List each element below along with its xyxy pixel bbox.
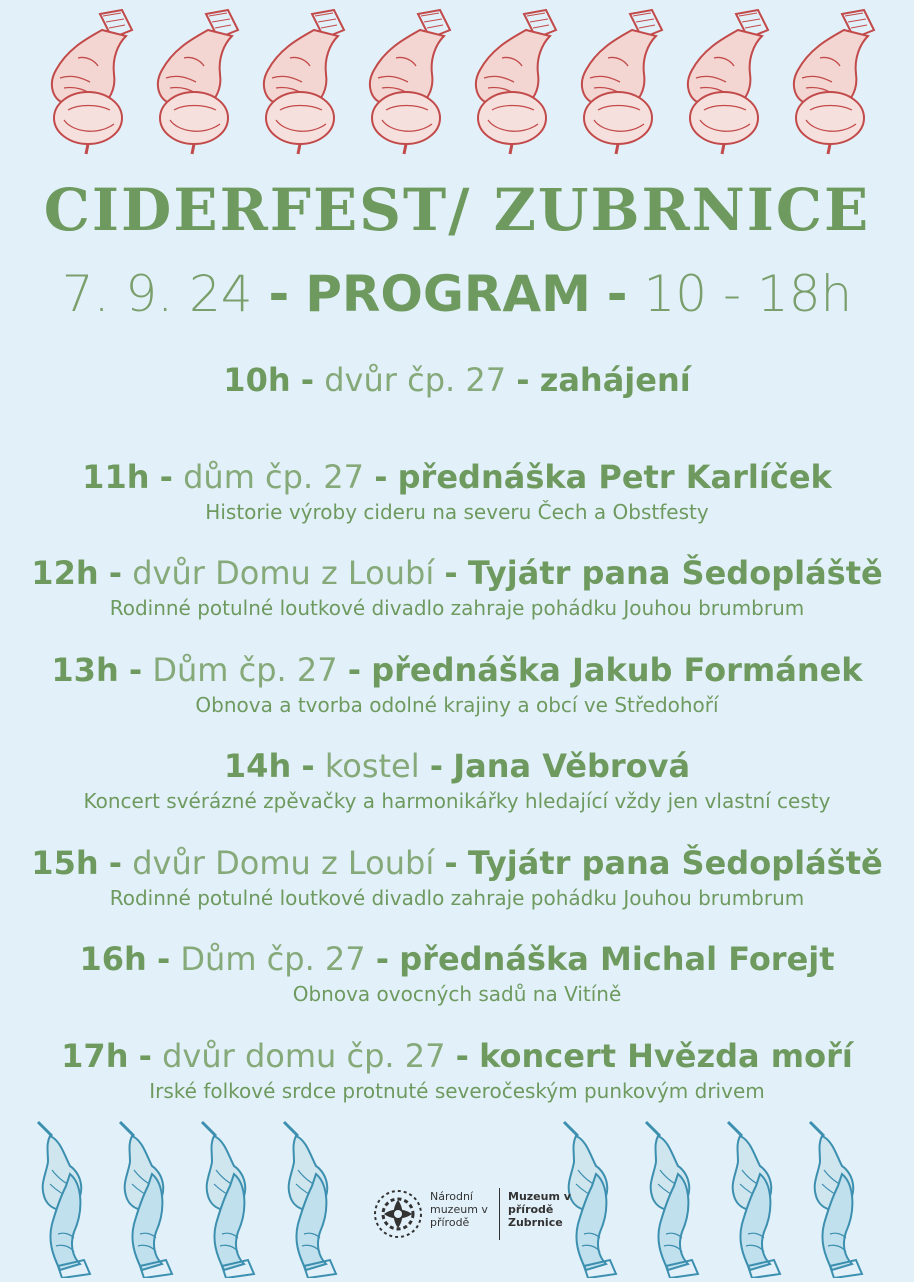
separator: - (108, 554, 123, 592)
program-list (0, 358, 914, 1130)
museum-logo (372, 1186, 572, 1246)
separator: - (444, 554, 458, 592)
separator: - (516, 361, 530, 399)
program-time: 17h (61, 1036, 129, 1075)
program-item-heading (0, 841, 914, 885)
program-place: dům čp. 27 (183, 457, 365, 496)
separator: - (128, 650, 143, 689)
top-illustration-row (38, 8, 898, 168)
program-item-heading (0, 1034, 914, 1078)
program-item-heading (0, 648, 914, 692)
hand-holding-pear-illustrations (30, 1108, 360, 1278)
separator: - (429, 747, 444, 785)
program-item-heading (0, 937, 914, 981)
program-time: 15h (31, 843, 99, 882)
program-title: přednáška Michal Forejt (399, 940, 835, 978)
separator: - (301, 747, 315, 785)
logo-text-national-museum: Národní muzeum v přírodě (430, 1190, 488, 1229)
program-item (0, 648, 914, 745)
program-item (0, 358, 914, 455)
program-item (0, 841, 914, 938)
program-place: kostel (324, 747, 420, 785)
separator: - (108, 843, 123, 882)
program-item-heading (0, 455, 914, 499)
bottom-left-illustrations (30, 1108, 360, 1278)
opening-hours: 10 - 18h (643, 265, 853, 323)
subtitle-dash: - (268, 265, 290, 323)
program-description: Rodinné potulné loutkové divadlo zahraje pohádku Jouhou brumbrum (109, 885, 805, 910)
program-title: koncert Hvězda moří (479, 1036, 853, 1075)
program-time: 10h (223, 361, 291, 399)
program-item-heading (0, 358, 914, 402)
program-description: Obnova ovocných sadů na Vitíně (292, 982, 622, 1006)
program-place: dvůr Domu z Loubí (132, 554, 435, 592)
program-description: Obnova a tvorba odolné krajiny a obcí ve Středohoří (195, 692, 719, 717)
program-time: 12h (31, 554, 99, 592)
hand-holding-apple-illustrations (38, 8, 898, 168)
program-title: zahájení (539, 361, 691, 399)
separator: - (455, 1036, 469, 1075)
separator: - (156, 940, 171, 978)
program-time: 14h (223, 747, 292, 785)
program-title: Jana Věbrová (453, 747, 691, 785)
logo-divider (499, 1188, 500, 1240)
program-description: Koncert svérázné zpěvačky a harmonikářky hledající vždy jen vlastní cesty (83, 789, 831, 813)
separator: - (444, 843, 458, 882)
program-item-heading (0, 551, 914, 595)
separator: - (300, 361, 315, 399)
program-description: Historie výroby cideru na severu Čech a Obstfesty (205, 499, 709, 524)
program-description: Rodinné potulné loutkové divadlo zahraje pohádku Jouhou brumbrum (109, 596, 805, 620)
program-description: Irské folkové srdce protnuté severočeským punkovým drivem (149, 1078, 765, 1103)
program-time: 11h (82, 457, 150, 496)
program-title: Tyjátr pana Šedopláště (467, 554, 883, 592)
program-place: dvůr Domu z Loubí (132, 843, 435, 882)
program-item (0, 551, 914, 648)
program-item-heading (0, 744, 914, 788)
subtitle-dash: - (606, 265, 628, 323)
program-place: dvůr domu čp. 27 (162, 1036, 446, 1075)
page-title: CIDERFEST/ ZUBRNICE (43, 176, 871, 244)
program-place: Dům čp. 27 (152, 650, 338, 689)
separator: - (374, 457, 388, 496)
separator: - (138, 1036, 152, 1075)
program-time: 16h (79, 940, 147, 978)
program-title: Tyjátr pana Šedopláště (467, 843, 883, 882)
hand-holding-pear-illustrations (556, 1108, 886, 1278)
separator: - (159, 457, 173, 496)
separator: - (347, 650, 362, 689)
separator: - (375, 940, 390, 978)
program-item (0, 455, 914, 552)
program-title: přednáška Jakub Formánek (371, 650, 863, 689)
bottom-right-illustrations (556, 1108, 886, 1278)
logo-text-museum-zubrnice: Muzeum v přírodě Zubrnice (508, 1190, 571, 1229)
program-label: PROGRAM (305, 265, 591, 323)
program-item (0, 937, 914, 1034)
program-place: dvůr čp. 27 (324, 361, 507, 399)
program-title: přednáška Petr Karlíček (397, 457, 832, 496)
program-subtitle (0, 265, 914, 323)
program-item (0, 744, 914, 841)
program-place: Dům čp. 27 (180, 940, 366, 978)
museum-emblem-icon (372, 1188, 424, 1240)
program-time: 13h (51, 650, 119, 689)
event-date: 7. 9. 24 (61, 265, 253, 323)
